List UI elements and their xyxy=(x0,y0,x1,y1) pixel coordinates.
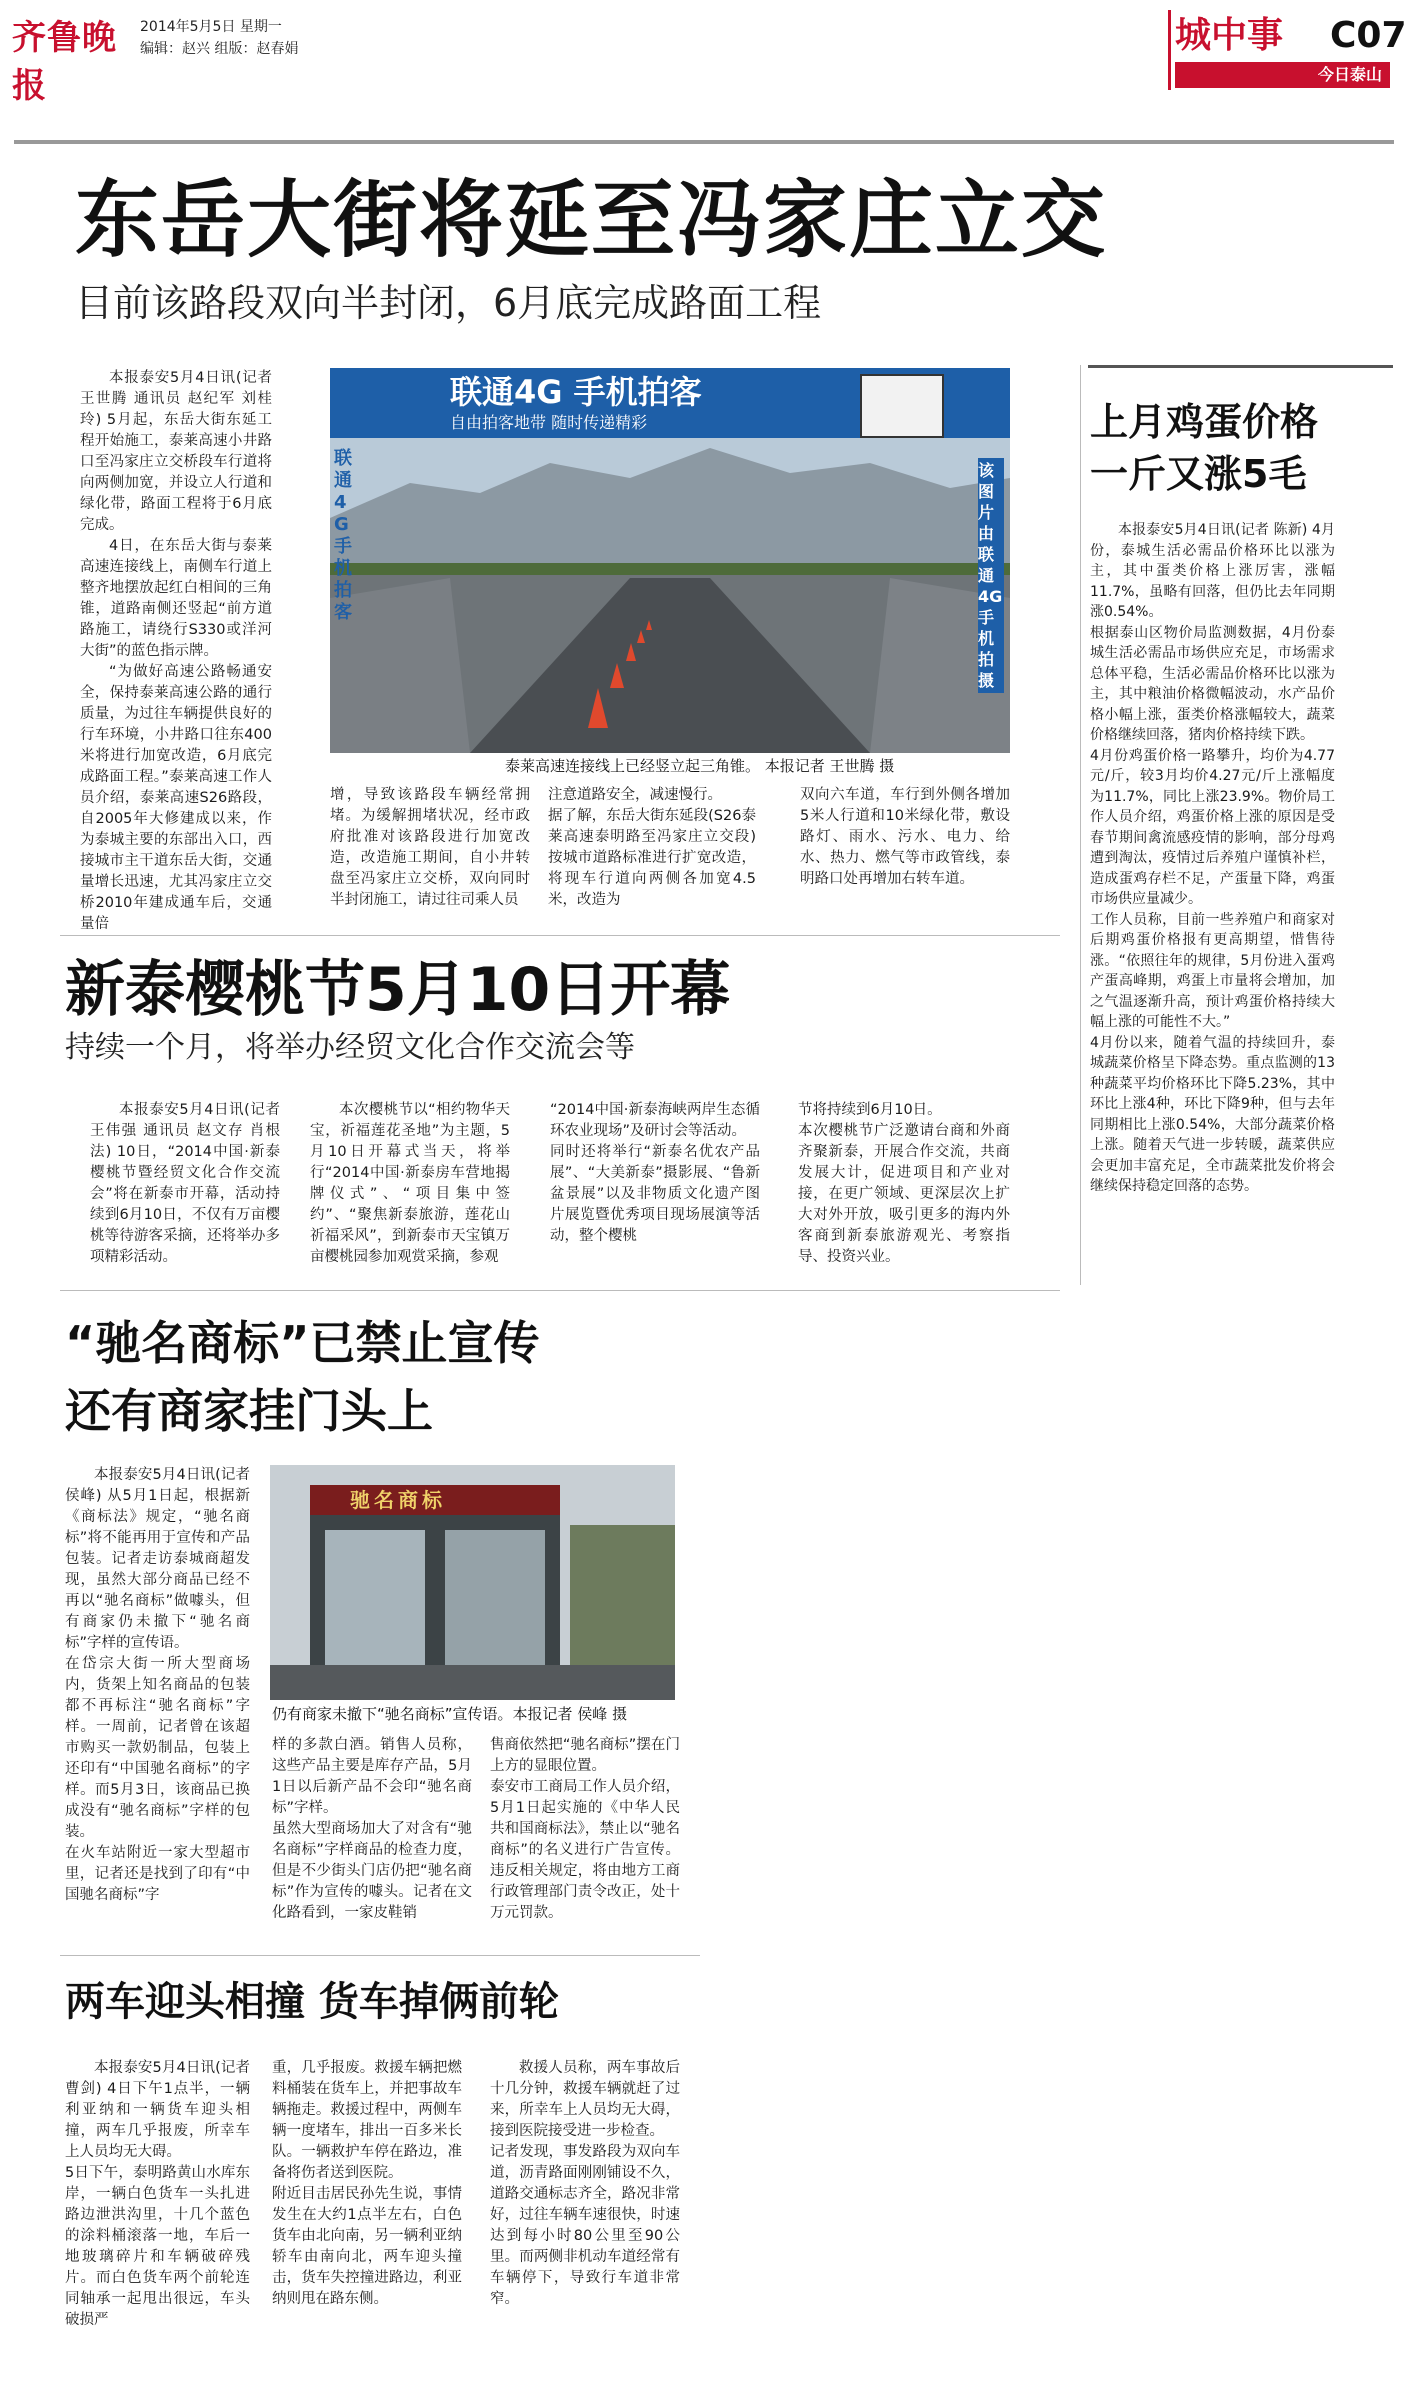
newspaper-logo: 齐鲁晚报 xyxy=(12,18,117,106)
divider xyxy=(60,935,1060,936)
phone-graphic xyxy=(860,374,944,438)
article2-headline: 新泰樱桃节5月10日开幕 xyxy=(65,955,731,1025)
article3-photo-caption: 仍有商家未撤下“驰名商标”宣传语。本报记者 侯峰 摄 xyxy=(272,1705,628,1723)
paragraph: 增，导致该路段车辆经常拥堵。为缓解拥堵状况，经市政府批准对该路段进行加宽改造，改造施工期间，自小井转盘至冯家庄立交桥，双向同时半封闭施工，请过往司乘人员 xyxy=(330,787,530,908)
edition-label: 今日泰山 xyxy=(1175,62,1390,88)
paragraph: 注意道路安全，减速慢行。 据了解，东岳大街东延段(S26泰莱高速泰明路至冯家庄立交段)按城市道路标准进行扩宽改造，将现车行道向两侧各加宽4.5米，改造为 xyxy=(548,787,756,908)
paragraph: 本报泰安5月4日讯(记者 陈新) 4月份，泰城生活必需品价格环比以涨为主，其中蛋类价格上涨厉害，涨幅11.7%，虽略有回落，但仍比去年同期涨0.54%。 根据泰山区物价局监测数据，4月份泰城生活必需品市场供应充足，市场需求总体平稳，生活必需品价格环比以涨为主，其中粮油价格微幅波动，水产品价格小幅上涨，蛋类价格涨幅较大，蔬菜价格继续回落，猪肉价格持续下跌。 4月份鸡蛋价格一路攀升，均价为4.77元/斤，较3月均价4.27元/斤上涨幅度为11.7%，同比上涨23.9%。物价局工作人员介绍，鸡蛋价格上涨的原因是受春节期间禽流感疫情的影响，部分母鸡遭到淘汰，疫情过后养殖户谨慎补栏，造成蛋鸡存栏不足，产蛋量下降，鸡蛋市场供应量减少。 工作人员称，目前一些养殖户和商家对后期鸡蛋价格报有更高期望，惜售待涨。“依照往年的规律，5月份进入蛋鸡产蛋高峰期，鸡蛋上市量将会增加，加之气温逐渐升高，预计鸡蛋价格持续大幅上涨的可能性不大。” 4月份以来，随着气温的持续回升，泰城蔬菜价格呈下降态势。重点监测的13种蔬菜平均价格环比下降5.23%，其中环比上涨4种，环比下降9种，但与去年同期相比上涨0.54%，大部分蔬菜价格上涨。随着天气进一步转暖，蔬菜供应会更加丰富充足，全市蔬菜批发价将会继续保持稳定回落的态势。 xyxy=(1090,522,1335,1194)
paragraph: “为做好高速公路畅通安全，保持泰莱高速公路的通行质量，为过往车辆提供良好的行车环境，小井路口往东400米将进行加宽改造，6月底完成路面工程。”泰莱高速工作人员介绍，泰莱高速S26路段，自2005年大修建成以来，作为泰城主要的东部出入口，西接城市主干道东岳大街，交通量增长迅速，尤其冯家庄立交桥2010年建成通车后，交通量倍 xyxy=(80,664,272,932)
sidebar-body xyxy=(1090,520,1335,1197)
road-photo xyxy=(330,368,1010,753)
store-sign: 驰名商标 xyxy=(350,1488,446,1512)
paragraph: 重，几乎报废。救援车辆把燃料桶装在货车上，并把事故车辆拖走。救援过程中，两侧车辆一度堵车，排出一百多米长队。一辆救护车停在路边，准备将伤者送到医院。 附近目击居民孙先生说，事情发生在大约1点半左右，白色货车由北向南，另一辆利亚纳轿车由南向北，两车迎头撞击，货车失控撞进路边，利亚纳则甩在路东侧。 xyxy=(272,2060,462,2307)
article3-headline-line2: 还有商家挂门头上 xyxy=(65,1384,433,1438)
sidebar-headline-line1: 上月鸡蛋价格 xyxy=(1090,400,1319,444)
article2-col4 xyxy=(798,1100,1010,1268)
article1-col4 xyxy=(800,785,1010,890)
article4-col3 xyxy=(490,2058,680,2310)
paragraph: 售商依然把“驰名商标”摆在门上方的显眼位置。 泰安市工商局工作人员介绍，5月1日起实施的《中华人民共和国商标法》，禁止以“驰名商标”的名义进行广告宣传。违反相关规定，将由地方工商行政管理部门责令改正，处十万元罚款。 xyxy=(490,1737,680,1921)
divider xyxy=(60,1955,700,1956)
photo-banner xyxy=(330,368,1010,438)
article2-col3 xyxy=(550,1100,760,1247)
article1-col3 xyxy=(548,785,756,911)
paragraph: 本报泰安5月4日讯(记者 王伟强 通讯员 赵文存 肖根法) 10日，“2014中国·新泰樱桃节暨经贸文化合作交流会”将在新泰市开幕，活动持续到6月10日，不仅有万亩樱桃等待游客采摘，还将举办多项精彩活动。 xyxy=(90,1102,280,1265)
editor-line: 编辑：赵兴 组版：赵春娟 xyxy=(140,41,299,57)
masthead-meta xyxy=(140,16,298,60)
article3-col3 xyxy=(490,1735,680,1924)
banner-title: 联通4G 手机拍客 xyxy=(450,373,702,411)
article3-col2 xyxy=(272,1735,472,1924)
sidebar-headline-line2: 一斤又涨5毛 xyxy=(1090,452,1307,496)
paragraph: 节将持续到6月10日。 本次樱桃节广泛邀请台商和外商齐聚新泰，开展合作交流，共商发展大计，促进项目和产业对接，在更广领域、更深层次上扩大对外开放，吸引更多的海内外客商到新泰旅游观光、考察指导、投资兴业。 xyxy=(798,1102,1010,1265)
article4-col2 xyxy=(272,2058,462,2310)
paragraph: 双向六车道，车行到外侧各增加5米人行道和10米绿化带，敷设路灯、雨水、污水、电力、给水、热力、燃气等市政管线，泰明路口处再增加右转车道。 xyxy=(800,787,1010,887)
paragraph: 本次樱桃节以“相约物华天宝，祈福莲花圣地”为主题，5月10日开幕式当天，将举行“2014中国·新泰房车营地揭牌仪式”、“项目集中签约”、“聚焦新泰旅游，莲花山祈福采风”，到新泰市天宝镇万亩樱桃园参加观赏采摘，参观 xyxy=(310,1102,510,1265)
article1-col1 xyxy=(80,368,272,935)
article4-col1 xyxy=(65,2058,250,2331)
paragraph: 本报泰安5月4日讯(记者 曹剑) 4日下午1点半，一辆利亚纳和一辆货车迎头相撞，两车几乎报废，所幸车上人员均无大碍。 5日下午，泰明路黄山水库东岸，一辆白色货车一头扎进路边泄洪沟里，十几个蓝色的涂料桶滚落一地，车后一地玻璃碎片和车辆破碎残片。而白色货车两个前轮连同轴承一起甩出很远，车头破损严 xyxy=(65,2060,250,2328)
paragraph: 4日，在东岳大街与泰莱高速连接线上，南侧车行道上整齐地摆放起红白相间的三角锥，道路南侧还竖起“前方道路施工，请绕行S330或洋河大街”的蓝色指示牌。 xyxy=(80,538,272,659)
store-front-image xyxy=(270,1465,675,1700)
paragraph: 本报泰安5月4日讯(记者 侯峰) 从5月1日起，根据新《商标法》规定，“驰名商标”将不能再用于宣传和产品包装。记者走访泰城商超发现，虽然大部分商品已经不再以“驰名商标”做噱头，但有商家仍未撤下“驰名商标”字样的宣传语。 在岱宗大街一所大型商场内，货架上知名商品的包装都不再标注“驰名商标”字样。一周前，记者曾在该超市购买一款奶制品，包装上还印有“中国驰名商标”的字样。而5月3日，该商品已换成没有“驰名商标”字样的包装。 在火车站附近一家大型超市里，记者还是找到了印有“中国驰名商标”字 xyxy=(65,1467,250,1903)
article1-photo-caption: 泰莱高速连接线上已经竖立起三角锥。 本报记者 王世腾 摄 xyxy=(505,757,895,775)
paragraph: “2014中国·新泰海峡两岸生态循环农业现场”及研讨会等活动。 同时还将举行“新泰名优农产品展”、“大美新泰”摄影展、“鲁新盆景展”以及非物质文化遗产图片展览暨优秀项目现场展演等活动，整个樱桃 xyxy=(550,1102,760,1244)
paragraph: 样的多款白酒。销售人员称，这些产品主要是库存产品，5月1日以后新产品不会印“驰名商标”字样。 虽然大型商场加大了对含有“驰名商标”字样商品的检查力度，但是不少街头门店仍把“驰名商标”作为宣传的噱头。记者在文化路看到，一家皮鞋销 xyxy=(272,1737,472,1921)
article2-col1 xyxy=(90,1100,280,1268)
divider xyxy=(60,1290,1060,1291)
article2-col2 xyxy=(310,1100,510,1268)
article3-col1 xyxy=(65,1465,250,1906)
sidebar-top-rule xyxy=(1088,365,1393,368)
article2-subhead: 持续一个月，将举办经贸文化合作交流会等 xyxy=(65,1030,635,1065)
store-photo xyxy=(270,1465,675,1700)
section-divider xyxy=(1168,10,1171,90)
sidebar-rule xyxy=(1080,365,1081,1285)
paragraph: 救援人员称，两车事故后十几分钟，救援车辆就赶了过来，所幸车上人员均无大碍，接到医院接受进一步检查。 记者发现，事发路段为双向车道，沥青路面刚刚铺设不久，道路交通标志齐全，路况非常好，过往车辆车速很快，时速达到每小时80公里至90公里。而两侧非机动车道经常有车辆停下，导致行车道非常窄。 xyxy=(490,2060,680,2307)
article1-headline: 东岳大街将延至冯家庄立交 xyxy=(75,171,1108,269)
banner-slogan: 自由拍客地带 随时传递精彩 xyxy=(450,413,648,432)
article4-headline: 两车迎头相撞 货车掉俩前轮 xyxy=(65,1979,559,2025)
photo-side-left: 联通4G手机拍客 xyxy=(334,448,352,623)
paragraph: 本报泰安5月4日讯(记者 王世腾 通讯员 赵纪军 刘桂玲) 5月起，东岳大街东延工程开始施工，泰莱高速小井路口至冯家庄立交桥段车行道将向两侧加宽，并设立人行道和绿化带，路面工程将于6月底完成。 xyxy=(80,370,272,533)
article3-headline-line1: “驰名商标”已禁止宣传 xyxy=(65,1316,540,1370)
article1-subhead: 目前该路段双向半封闭，6月底完成路面工程 xyxy=(75,281,822,325)
section-title: 城中事 xyxy=(1175,15,1284,56)
photo-side-right: 该图片由联通4G手机拍摄 xyxy=(978,458,1004,693)
top-rule xyxy=(14,140,1394,144)
page-number: C07 xyxy=(1330,15,1407,56)
article1-col2 xyxy=(330,785,530,911)
date-line: 2014年5月5日 星期一 xyxy=(140,19,282,35)
